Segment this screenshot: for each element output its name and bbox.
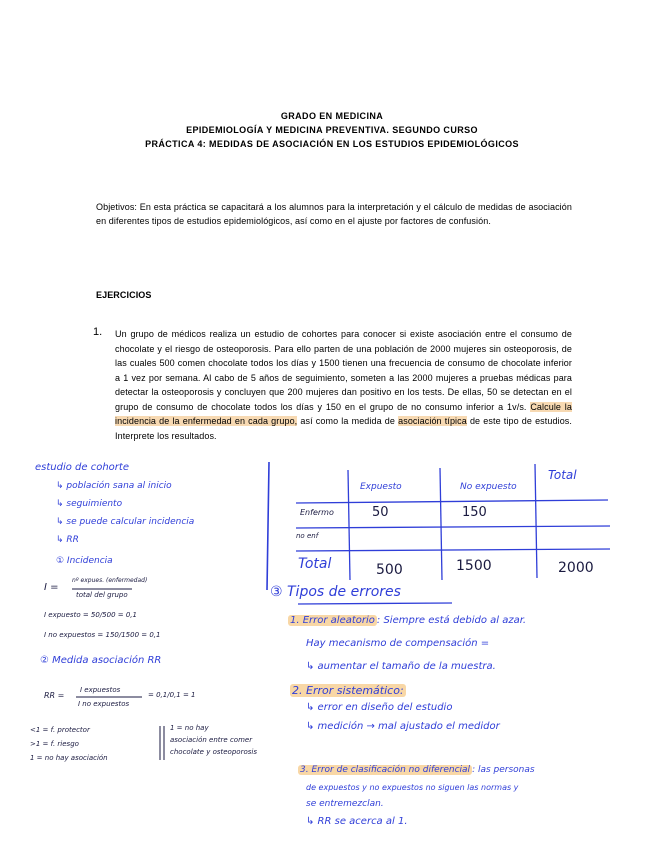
conclusion-line-3: chocolate y osteoporosis	[170, 748, 257, 756]
key-no-association: 1 = no hay asociación	[30, 754, 108, 762]
header-line-3: PRÁCTICA 4: MEDIDAS DE ASOCIACIÓN EN LOS ESTUDIOS EPIDEMIOLÓGICOS	[145, 139, 519, 149]
error-1-line-2: Hay mecanismo de compensación =	[306, 638, 490, 649]
error-3-text: : las personas	[472, 765, 535, 775]
note-step-2: ② Medida asociación RR	[40, 655, 162, 666]
note-step-3: ③ Tipos de errores	[270, 584, 401, 600]
note-bullet-4: ↳ RR	[56, 535, 79, 545]
key-protector: <1 = f. protector	[30, 726, 90, 734]
rr-result: = 0,1/0,1 = 1	[148, 691, 196, 699]
note-step-1: ① Incidencia	[56, 556, 113, 566]
table-row-sick: Enfermo	[300, 508, 334, 517]
exercise-text-b: así como la medida de	[297, 416, 399, 426]
formula-i-denominator: total del grupo	[76, 591, 128, 599]
error-3-line-3: se entremezclan.	[306, 799, 384, 809]
incidence-exposed: I expuesto = 50/500 = 0,1	[44, 611, 137, 619]
note-bullet-1: ↳ población sana al inicio	[56, 481, 172, 491]
rr-denominator: I no expuestos	[78, 700, 130, 708]
error-3	[298, 765, 535, 775]
objectives-paragraph: Objetivos: En esta práctica se capacitará a los alumnos para la interpretación y el cálculo de medidas de asociación en diferentes tipos de estudios epidemiológicos, así como en el ajuste por factores de confusión.	[96, 202, 572, 226]
formula-i-numerator: nº expues. (enfermedad)	[72, 577, 148, 584]
cell-grand-total: 2000	[558, 560, 594, 576]
error-2	[290, 684, 406, 697]
formula-i-lhs: I =	[44, 582, 59, 593]
error-3-line-2: de expuestos y no expuestos no siguen las normas y	[306, 783, 519, 792]
highlight-incidence: Calcule la incidencia de la enfermedad en cada grupo,	[115, 401, 572, 426]
conclusion-line-2: asociación entre comer	[170, 736, 253, 744]
error-3-label: 3. Error de clasificación no diferencial	[300, 765, 471, 775]
error-1	[288, 615, 526, 626]
highlight-association: asociación típica	[398, 416, 467, 426]
exercises-title: EJERCICIOS	[96, 290, 152, 300]
header-line-2: EPIDEMIOLOGÍA Y MEDICINA PREVENTIVA. SEGUNDO CURSO	[186, 125, 478, 135]
error-2-line-2: ↳ error en diseño del estudio	[306, 702, 453, 713]
rr-lhs: RR =	[44, 691, 65, 700]
note-bullet-3: ↳ se puede calcular incidencia	[56, 517, 195, 527]
table-col-unexposed: No expuesto	[460, 482, 517, 492]
error-1-line-3: ↳ aumentar el tamaño de la muestra.	[306, 661, 496, 672]
header-line-1: GRADO EN MEDICINA	[280, 111, 384, 121]
error-1-text: : Siempre está debido al azar.	[376, 615, 527, 626]
error-1-label: 1. Error aleatorio	[290, 615, 375, 626]
exercise-number: 1.	[93, 326, 103, 338]
note-study-type: estudio de cohorte	[35, 462, 129, 473]
table-col-total: Total	[548, 468, 577, 482]
exercise-text-c: de este tipo de estudios. Interprete los resultados.	[115, 416, 572, 441]
table-row-total: Total	[298, 556, 332, 572]
error-3-line-4: ↳ RR se acerca al 1.	[306, 816, 408, 827]
table-row-not-sick: no enf	[296, 532, 319, 540]
rr-numerator: I expuestos	[80, 686, 121, 694]
conclusion-line-1: 1 = no hay	[170, 724, 209, 732]
exercise-text-a: Un grupo de médicos realiza un estudio de cohortes para conocer si existe asociación entre el consumo de chocolate y el riesgo de osteoporosis. Para ello parten de una población de 2000 mujeres sin osteoporosis, de las cuales 500 comen chocolate todos los días y 1500 tienen una frecuencia de consumo de chocolate inferior a 1 vez por semana. Al cabo de 5 años de seguimiento, someten a las 2000 mujeres a pruebas médicas para detectar la osteoporosis y concluyen que 200 mujeres dan positivo en los tests. De ellas, 50 se detectan en el grupo de consumo de chocolate todos los días y 150 en el grupo de no consumo inferior a 1v/s.	[115, 329, 572, 412]
key-risk: >1 = f. riesgo	[30, 740, 79, 748]
cell-total-unexposed: 1500	[456, 558, 492, 574]
incidence-unexposed: I no expuestos = 150/1500 = 0,1	[44, 631, 161, 639]
error-2-line-3: ↳ medición → mal ajustado el medidor	[306, 721, 500, 732]
cell-total-exposed: 500	[376, 562, 403, 578]
cell-sick-unexposed: 150	[462, 505, 487, 520]
note-bullet-2: ↳ seguimiento	[56, 499, 123, 509]
error-2-label: 2. Error sistemático:	[292, 684, 404, 697]
cell-sick-exposed: 50	[372, 505, 389, 520]
table-col-exposed: Expuesto	[360, 482, 402, 492]
